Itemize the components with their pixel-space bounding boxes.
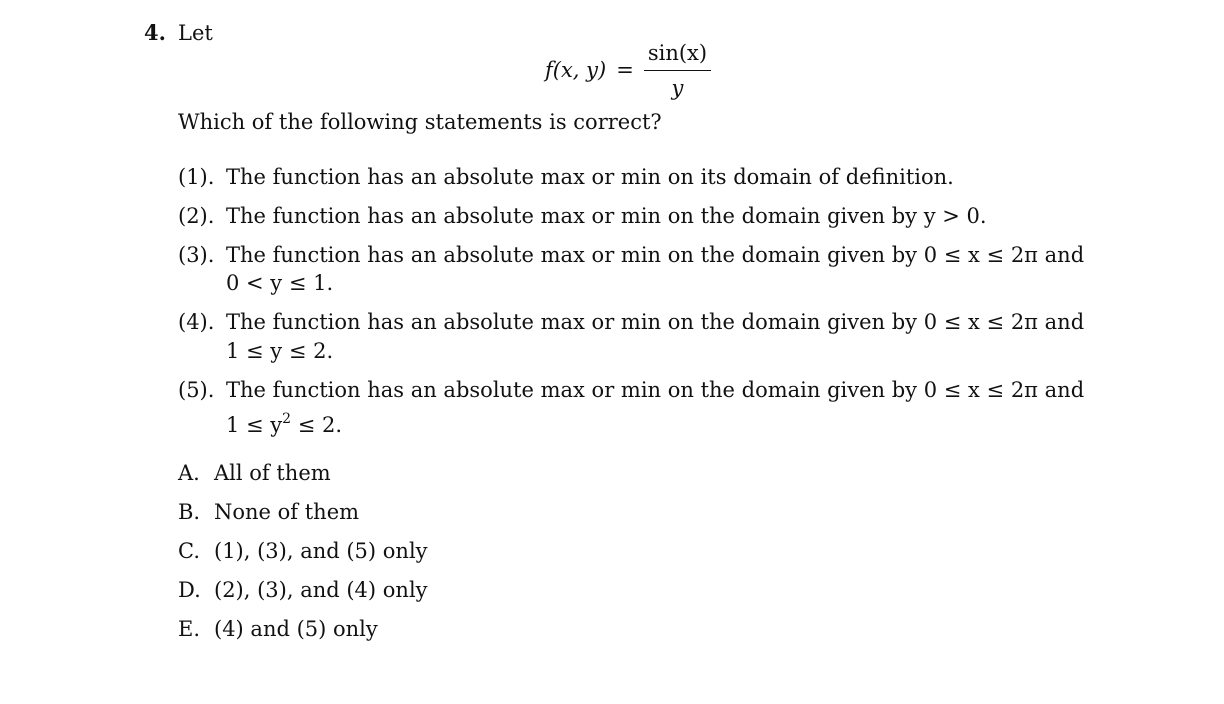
- equation-fraction: [644, 40, 711, 101]
- statement-text: The function has an absolute max or min on its domain of definition.: [226, 165, 954, 189]
- fraction-numerator: sin(x): [644, 40, 711, 71]
- choice-text: (4) and (5) only: [214, 617, 378, 641]
- question-prompt: Which of the following statements is correct?: [178, 110, 662, 134]
- statement-math-post: ≤ 2.: [291, 413, 343, 437]
- statement-text-continued: 1 ≤ y ≤ 2.: [226, 339, 334, 363]
- choice-letter: D.: [178, 578, 201, 602]
- statement-text: The function has an absolute max or min on the domain given by 0 ≤ x ≤ 2π and: [226, 378, 1085, 402]
- statement-label: (1).: [178, 165, 215, 189]
- choice-letter: C.: [178, 539, 200, 563]
- statement-label: (2).: [178, 204, 215, 228]
- choice-letter: A.: [178, 461, 200, 485]
- statement-text: The function has an absolute max or min on the domain given by 0 ≤ x ≤ 2π and: [226, 243, 1085, 267]
- equation-lhs: f(x, y): [545, 58, 607, 82]
- statement-math-superscript: 2: [282, 411, 292, 427]
- equation-equals: =: [616, 58, 634, 82]
- statement-text: The function has an absolute max or min on the domain given by y > 0.: [226, 204, 987, 228]
- question-number: 4.: [144, 20, 166, 45]
- function-equation: [545, 38, 711, 102]
- choice-letter: E.: [178, 617, 201, 641]
- statement-label: (5).: [178, 378, 215, 402]
- statement-text: The function has an absolute max or min on the domain given by 0 ≤ x ≤ 2π and: [226, 310, 1085, 334]
- statement-label: (3).: [178, 243, 215, 267]
- statement-label: (4).: [178, 310, 215, 334]
- choice-text: (1), (3), and (5) only: [214, 539, 428, 563]
- statement-text-continued: [226, 406, 342, 438]
- statement-text-continued: 0 < y ≤ 1.: [226, 271, 334, 295]
- fraction-denominator: y: [671, 75, 684, 100]
- choice-text: All of them: [214, 461, 331, 485]
- question-intro: Let: [178, 21, 213, 45]
- choice-letter: B.: [178, 500, 201, 524]
- choice-text: (2), (3), and (4) only: [214, 578, 428, 602]
- statement-math-pre: 1 ≤ y: [226, 413, 283, 437]
- choice-text: None of them: [214, 500, 360, 524]
